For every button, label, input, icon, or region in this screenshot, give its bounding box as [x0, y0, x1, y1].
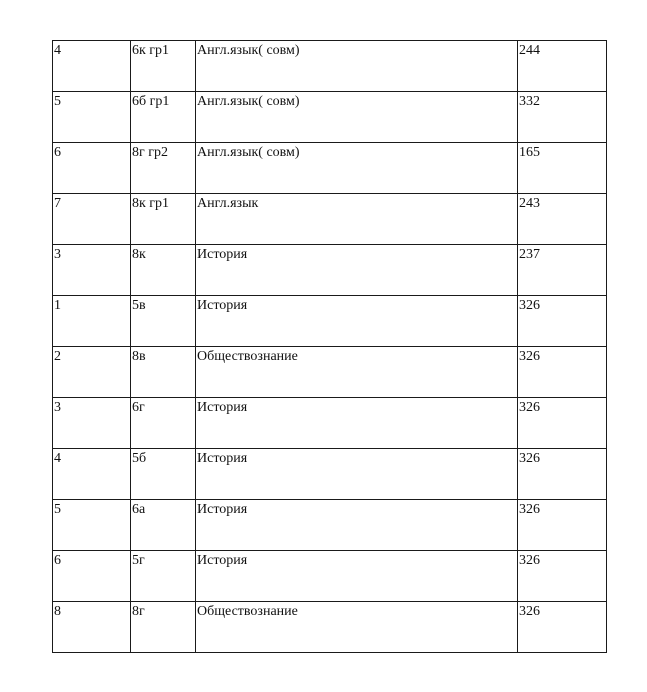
table-row — [53, 245, 607, 296]
room-cell: 244 — [518, 41, 607, 92]
table-row — [53, 551, 607, 602]
room-cell: 332 — [518, 92, 607, 143]
table-row — [53, 500, 607, 551]
table-row — [53, 41, 607, 92]
subject-cell: Англ.язык — [196, 194, 518, 245]
subject-cell: История — [196, 500, 518, 551]
lesson-number-cell: 5 — [53, 92, 131, 143]
lesson-number-cell: 2 — [53, 347, 131, 398]
table-row — [53, 143, 607, 194]
subject-cell: Обществознание — [196, 347, 518, 398]
subject-cell: История — [196, 296, 518, 347]
subject-cell: История — [196, 551, 518, 602]
lesson-number-cell: 3 — [53, 398, 131, 449]
class-group-cell: 6б гр1 — [131, 92, 196, 143]
lesson-number-cell: 6 — [53, 551, 131, 602]
table-row — [53, 194, 607, 245]
room-cell: 326 — [518, 398, 607, 449]
room-cell: 326 — [518, 296, 607, 347]
lesson-number-cell: 8 — [53, 602, 131, 653]
subject-cell: Англ.язык( совм) — [196, 92, 518, 143]
room-cell: 243 — [518, 194, 607, 245]
lesson-number-cell: 4 — [53, 41, 131, 92]
class-group-cell: 8к гр1 — [131, 194, 196, 245]
subject-cell: История — [196, 449, 518, 500]
lesson-number-cell: 7 — [53, 194, 131, 245]
lesson-number-cell: 1 — [53, 296, 131, 347]
class-group-cell: 8к — [131, 245, 196, 296]
table-row — [53, 347, 607, 398]
subject-cell: Англ.язык( совм) — [196, 41, 518, 92]
class-group-cell: 6а — [131, 500, 196, 551]
room-cell: 326 — [518, 449, 607, 500]
room-cell: 326 — [518, 602, 607, 653]
class-group-cell: 5г — [131, 551, 196, 602]
class-group-cell: 6к гр1 — [131, 41, 196, 92]
schedule-table — [52, 40, 607, 653]
room-cell: 326 — [518, 347, 607, 398]
subject-cell: История — [196, 398, 518, 449]
table-row — [53, 449, 607, 500]
room-cell: 326 — [518, 551, 607, 602]
class-group-cell: 8г гр2 — [131, 143, 196, 194]
table-row — [53, 398, 607, 449]
class-group-cell: 8в — [131, 347, 196, 398]
table-row — [53, 602, 607, 653]
class-group-cell: 5в — [131, 296, 196, 347]
room-cell: 326 — [518, 500, 607, 551]
room-cell: 237 — [518, 245, 607, 296]
table-row — [53, 92, 607, 143]
subject-cell: Англ.язык( совм) — [196, 143, 518, 194]
subject-cell: Обществознание — [196, 602, 518, 653]
class-group-cell: 8г — [131, 602, 196, 653]
lesson-number-cell: 3 — [53, 245, 131, 296]
lesson-number-cell: 6 — [53, 143, 131, 194]
lesson-number-cell: 4 — [53, 449, 131, 500]
schedule-table-body — [53, 41, 607, 653]
subject-cell: История — [196, 245, 518, 296]
table-row — [53, 296, 607, 347]
room-cell: 165 — [518, 143, 607, 194]
class-group-cell: 5б — [131, 449, 196, 500]
lesson-number-cell: 5 — [53, 500, 131, 551]
class-group-cell: 6г — [131, 398, 196, 449]
